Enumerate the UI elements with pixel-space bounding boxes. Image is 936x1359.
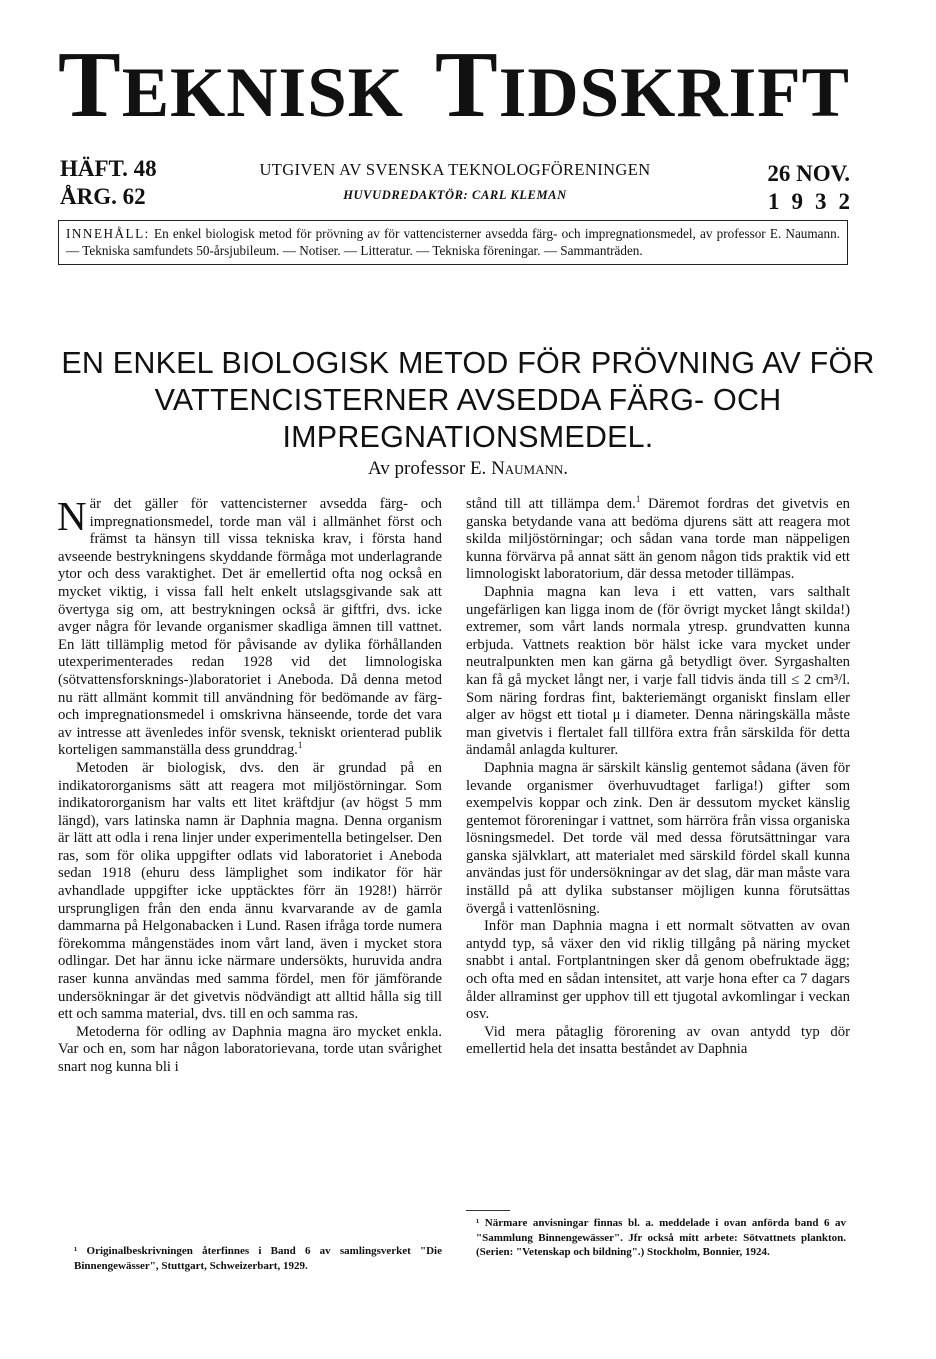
title-word-teknisk: TEKNISK <box>58 33 404 137</box>
article-column-right <box>466 496 850 1059</box>
paragraph: stånd till att tillämpa dem.$^1$ Däremot fordras det givetvis en ganska betydande vana att bedöma djurens sätt att reagera mot skilda miljöstörningar; och sådan vana torde man näppeligen kunna förvärva på annat sätt än genom någon tids praktik vid ett limnologiskt laboratorium, där dessa metoder tillämpas. <box>466 494 851 583</box>
paragraph: När det gäller för vattencisterner avsedda färg- och impregnationsmedel, torde man väl i allmänhet först och främst ta hänsyn till vissa tekniska krav, i första hand avseende bestrykningens skyddande förmåga mot underlagrande ytor och dess varaktighet. Det är emellertid ofta nog också en mycket viktig, i vissa fall helt enkelt utslagsgivande sak att övertyga sig om, att bestrykningen också är giftfri, dvs. icke avger några för levande organismer skadliga ämnen till vattnet. En lätt tillämplig metod för påvisande av dylika förhållanden utexperimenterades redan 1928 vid det limnologiska (sötvattensforsknings-)laboratoriet i Aneboda. Då denna metod nu rätt allmänt kommit till användning för bedömande av färg- och impregnationsmedel i omskrivna hänseende, torde det vara av intresse att ävenledes inför svensk, tekniskt orienterad publik korteligen sammanställa dess grunddrag.$^1$ <box>57 493 442 759</box>
title-word-tidskrift: TIDSKRIFT <box>435 33 850 137</box>
byline <box>230 458 706 480</box>
issue-date: 26 NOV. <box>767 161 850 186</box>
contents-text: En enkel biologisk metod för prövning av för vattencisterner avsedda färg- och impregnationsmedel, av professor E. Naumann. — Tekniska samfundets 50-årsjubileum. — Notiser. — Litteratur. — Tekniska föreningar. — Sammanträden. <box>66 226 840 258</box>
editor-line: HUVUDREDAKTÖR: CARL KLEMAN <box>343 188 567 202</box>
issue-date-block <box>767 160 862 216</box>
article-title-line-2: VATTENCISTERNER AVSEDDA FÄRG- OCH <box>154 383 782 417</box>
masthead <box>58 33 850 150</box>
volume-number: ÅRG. 62 <box>60 184 146 209</box>
contents-box <box>58 220 848 265</box>
drop-cap: N <box>57 493 87 539</box>
byline-prefix: Av professor E. <box>367 458 487 479</box>
footnote-rule <box>466 1210 510 1211</box>
footnote-marker: 1 <box>635 494 641 505</box>
paragraph: Metoderna för odling av Daphnia magna äro mycket enkla. Var och en, som har någon laboratorievana, torde utan svårighet snart nog kunna bli i <box>58 1023 442 1075</box>
paragraph: Daphnia magna är särskilt känslig gentemot sådana (även för levande organismer överhuvudtaget farliga!) gifter som exempelvis koppar och zink. Den är dessutom mycket känslig gentemot föroreningar i vattnet, som härröra från vissa organiska lösningsmedel. Det torde väl med dessa förutsättningar vara ganska självklart, att materialet med särskild fördel skall kunna användas just för undersökningar av det slag, där man måste vara inställd på att dylika substanser möjligen kunna förutsättas övergå i vattenlösning. <box>466 759 850 917</box>
article-title-line-3: IMPREGNATIONSMEDEL. <box>282 420 654 454</box>
article-column-left <box>57 493 442 1077</box>
publisher-block <box>220 160 690 203</box>
paragraph: Metoden är biologisk, dvs. den är grundad på en indikatororganisms sätt att reagera mot miljöstörningar. Som indikatororganism har valts ett litet kräftdjur (av högst 5 mm längd), vars latinska namn är Daphnia magna. Denna organism är lätt att odla i rena linjer under experimentella betingelser. Den ras, som för olika uppgifter odlats vid laboratoriet i Aneboda sedan 1918 (ehuru dess lämplighet som indikator för här avhandlade uppgifter icke upptäcktes förr än 1928!) härrör ursprungligen från den enda ännu kvarvarande av de gamla dammarna på Helgonabacken i Lund. Rasen ifråga torde numera förekomma mångenstädes inom vårt land, även i mycket stora odlingar. Det har ännu icke närmare undersökts, huruvida andra raser kunna användas med samma fördel, men för jämförande undersökningar är det givetvis nödvändigt att alltid hålla sig till ett och samma material, dvs. till en och samma ras. <box>58 759 442 1023</box>
paragraph: Daphnia magna kan leva i ett vatten, vars salthalt ungefärligen kan ligga inom de (för övrigt mycket långt skilda!) extremer, som vårt lands normala ytresp. grundvatten kunna erbjuda. Vattnets reaktion bör hälst icke vara mycket under neutralpunkten men kan gärna gå betydligt över. Syrgashalten kan få gå mycket långt ner, i varje fall tidvis ända till ≤ 2 cm³/l. Som näring fordras fint, bakteriemängt organiskt finslam eller alger av högst ett tiotal μ i diameter. Denna näringskälla måste man givetvis i flertalet fall tillföra extra från särskilda för detta ändamål anlagda kulturer. <box>466 583 850 759</box>
contents-label: INNEHÅLL: <box>66 226 150 241</box>
journal-title <box>58 33 850 137</box>
footnote-left: ¹ Originalbeskrivningen återfinnes i Band 6 av samlingsverket "Die Binnengewässer", Stuttgart, Schweizerbart, 1929. <box>74 1245 442 1272</box>
paragraph: Inför man Daphnia magna i ett normalt sötvatten av ovan antydd typ, så växer den vid riklig tillgång på näring mycket snabbt i antal. Fortplantningen sker då genom obefruktade ägg; och ofta med en sådan intensitet, att varje hona efter ca 7 dagars ålder allraminst ger upphov till ett tjugotal avkomlingar i veckan osv. <box>466 918 850 1023</box>
article-title-line-1: EN ENKEL BIOLOGISK METOD FÖR PRÖVNING AV FÖR <box>61 346 875 380</box>
author-name: Naumann. <box>491 458 569 479</box>
footnote-marker: 1 <box>297 740 303 751</box>
article-title <box>56 345 880 456</box>
issue-number-block <box>60 155 157 211</box>
paragraph: Vid mera påtaglig förorening av ovan antydd typ dör emellertid hela det insatta beståndet av Daphnia <box>466 1023 850 1058</box>
issue-year: 1932 <box>768 189 862 214</box>
footnote-right: ¹ Närmare anvisningar finnas bl. a. meddelade i ovan anförda band 6 av "Sammlung Binnengewässer". Jfr också mitt arbete: Sötvattnets plankton. (Serien: "Vetenskap och bildning".) Stockholm, Bonnier, 1924. <box>476 1217 846 1258</box>
issue-number: HÄFT. 48 <box>60 156 157 181</box>
publisher-line: UTGIVEN AV SVENSKA TEKNOLOGFÖRENINGEN <box>259 160 651 179</box>
